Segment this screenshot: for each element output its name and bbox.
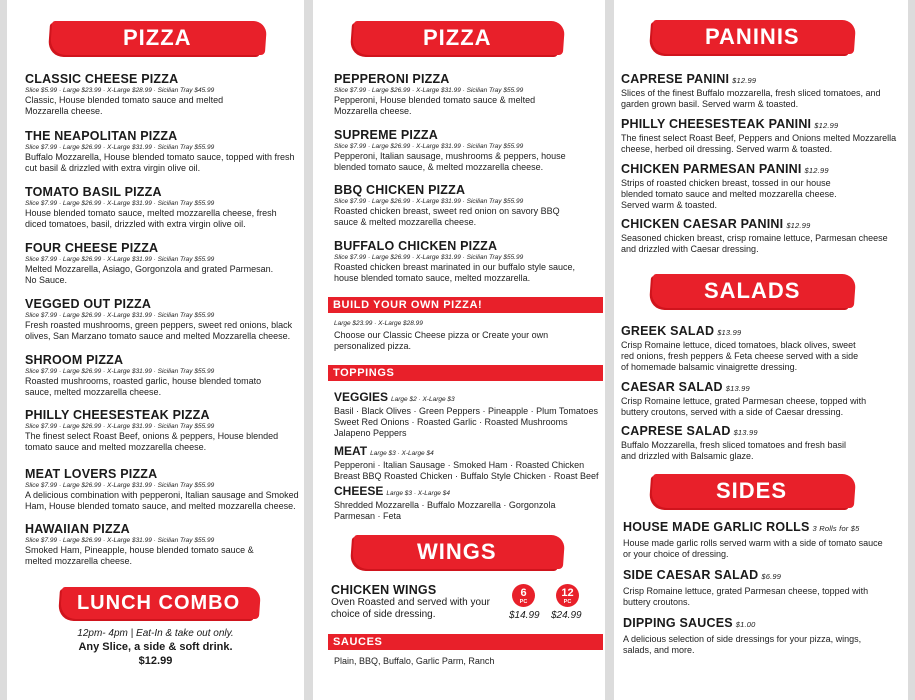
lunch-offer: Any Slice, a side & soft drink. — [78, 641, 233, 653]
wings-item — [331, 583, 501, 621]
item-price: $12.99 — [804, 166, 829, 175]
menu-item — [621, 424, 901, 462]
menu-item — [334, 72, 598, 117]
topping-group — [334, 442, 602, 482]
item-description: A delicious combination with pepperoni, Italian sausage and Smoked Ham, House blended tomato sauce, and melted mozzarella cheese. — [25, 490, 299, 511]
item-description: The finest select Roast Beef, Peppers and Onions melted Mozzarella cheese, herbed oil dressing. Served warm & toasted. — [621, 133, 897, 154]
item-name: GREEK SALAD — [621, 324, 715, 338]
item-description: Classic, House blended tomato sauce and melted Mozzarella cheese. — [25, 95, 224, 116]
menu-item — [25, 297, 297, 342]
menu-panel-pizza-2 — [313, 0, 605, 700]
item-prices: Slice $7.99 · Large $26.99 · X-Large $31.99 · Sicilian Tray $55.99 — [25, 537, 215, 544]
item-description: Roasted mushrooms, roasted garlic, house blended tomato sauce, melted mozzarella cheese. — [25, 376, 262, 397]
item-description: House made garlic rolls served warm with a side of tomato sauce or your choice of dressing. — [623, 538, 883, 559]
item-price: $6.99 — [761, 572, 782, 581]
item-description: Buffalo Mozzarella, House blended tomato sauce, topped with fresh cut basil & drizzled with extra virgin olive oil. — [25, 152, 295, 173]
topping-list: Pepperoni · Italian Sausage · Smoked Ham · Roasted Chicken Breast BBQ Roasted Chicken · Buffalo Style Chicken · Roast Beef — [334, 460, 599, 481]
lunch-combo-banner: LUNCH COMBO — [60, 587, 258, 619]
topping-list: Shredded Mozzarella · Buffalo Mozzarella · Gorgonzola Parmesan · Feta — [334, 500, 556, 521]
menu-item — [25, 467, 303, 512]
item-description: Smoked Ham, Pineapple, house blended tomato sauce & melted mozzarella cheese. — [25, 545, 254, 566]
item-name: TOMATO BASIL PIZZA — [25, 185, 162, 199]
item-description: Pepperoni, House blended tomato sauce & melted Mozzarella cheese. — [334, 95, 536, 116]
sides-banner: SIDES — [651, 474, 853, 508]
item-name: SUPREME PIZZA — [334, 128, 438, 142]
item-description: Roasted chicken breast marinated in our buffalo style sauce, house blended tomato sauce, melted mozzarella. — [334, 262, 575, 283]
item-name: CAPRESE PANINI — [621, 72, 730, 86]
item-prices: Slice $7.99 · Large $26.99 · X-Large $31.99 · Sicilian Tray $55.99 — [25, 200, 215, 207]
menu-panel-pizza-1 — [7, 0, 304, 700]
item-name: PEPPERONI PIZZA — [334, 72, 450, 86]
item-description: The finest select Roast Beef, onions & peppers, House blended tomato sauce and melted mozzarella cheese. — [25, 431, 279, 452]
build-your-own — [334, 319, 594, 352]
topping-group-name: CHEESE — [334, 484, 384, 498]
item-description: Buffalo Mozzarella, fresh sliced tomatoes and fresh basil and drizzled with Balsamic glaze. — [621, 440, 846, 461]
item-description: Slices of the finest Buffalo mozzarella, fresh sliced tomatoes, and garden grown basil. Served warm & toasted. — [621, 88, 881, 109]
menu-item — [621, 217, 901, 255]
item-prices: Slice $7.99 · Large $26.99 · X-Large $31.99 · Sicilian Tray $55.99 — [25, 144, 215, 151]
item-name: SHROOM PIZZA — [25, 353, 124, 367]
byo-prices: Large $23.99 · X-Large $28.99 — [334, 320, 423, 327]
paninis-banner: PANINIS — [651, 20, 853, 54]
item-description: Pepperoni, Italian sausage, mushrooms & peppers, house blended tomato sauce, & melted mozzarella cheese. — [334, 151, 566, 172]
item-prices: Slice $7.99 · Large $26.99 · X-Large $31.99 · Sicilian Tray $55.99 — [25, 423, 215, 430]
menu-item — [621, 162, 901, 211]
topping-group — [334, 482, 574, 522]
topping-list: Basil · Black Olives · Green Peppers · Pineapple · Plum Tomatoes Sweet Red Onions · Roasted Garlic · Roasted Mushrooms Jalapeno Peppers — [334, 406, 598, 438]
item-name: THE NEAPOLITAN PIZZA — [25, 129, 178, 143]
item-price: $13.99 — [733, 428, 758, 437]
toppings-header: TOPPINGS — [328, 365, 603, 381]
pizza-banner: PIZZA — [50, 21, 264, 55]
item-name: CHICKEN PARMESAN PANINI — [621, 162, 802, 176]
topping-group-name: MEAT — [334, 444, 368, 458]
menu-item — [25, 522, 297, 567]
menu-item — [623, 568, 903, 608]
item-name: HOUSE MADE GARLIC ROLLS — [623, 520, 810, 534]
item-prices: Slice $7.99 · Large $26.99 · X-Large $31.99 · Sicilian Tray $55.99 — [25, 256, 215, 263]
menu-item — [334, 239, 598, 284]
item-prices: Slice $7.99 · Large $26.99 · X-Large $31.99 · Sicilian Tray $55.99 — [334, 87, 524, 94]
lunch-hours: 12pm- 4pm | Eat-In & take out only. — [77, 628, 234, 639]
item-name: PHILLY CHEESESTEAK PIZZA — [25, 408, 210, 422]
menu-panel-paninis-salads-sides — [614, 0, 908, 700]
item-name: MEAT LOVERS PIZZA — [25, 467, 158, 481]
item-price: $12.99 — [786, 221, 811, 230]
item-price: $13.99 — [717, 328, 742, 337]
item-prices: Slice $7.99 · Large $26.99 · X-Large $31.99 · Sicilian Tray $55.99 — [25, 482, 215, 489]
wings-banner: WINGS — [352, 535, 562, 569]
topping-group — [334, 388, 602, 439]
item-name: CAPRESE SALAD — [621, 424, 731, 438]
item-description: Fresh roasted mushrooms, green peppers, sweet red onions, black olives, San Marzano tomato sauce and melted Mozzarella cheese. — [25, 320, 293, 341]
item-description: Melted Mozzarella, Asiago, Gorgonzola and grated Parmesan. No Sauce. — [25, 264, 274, 285]
wings-6pc-price: $14.99 — [509, 610, 540, 621]
item-name: DIPPING SAUCES — [623, 616, 733, 630]
item-name: PHILLY CHEESESTEAK PANINI — [621, 117, 812, 131]
item-name: CLASSIC CHEESE PIZZA — [25, 72, 179, 86]
item-prices: Slice $7.99 · Large $26.99 · X-Large $31.99 · Sicilian Tray $55.99 — [334, 254, 524, 261]
item-name: SIDE CAESAR SALAD — [623, 568, 759, 582]
item-name: CHICKEN CAESAR PANINI — [621, 217, 784, 231]
item-description: A delicious selection of side dressings for your pizza, wings, salads, and more. — [623, 634, 862, 655]
menu-item — [623, 520, 903, 560]
lunch-price: $12.99 — [138, 655, 173, 667]
topping-group-prices: Large $3 · X-Large $4 — [386, 490, 450, 497]
topping-group-name: VEGGIES — [334, 390, 389, 404]
item-price: $12.99 — [732, 76, 757, 85]
item-description: Seasoned chicken breast, crisp romaine lettuce, Parmesan cheese and drizzled with Caesar dressing. — [621, 233, 888, 254]
wings-6pc-badge: 6 PC — [512, 584, 535, 607]
wings-12pc-badge: 12 PC — [556, 584, 579, 607]
byo-description: Choose our Classic Cheese pizza or Create your own personalized pizza. — [334, 330, 549, 351]
item-name: HAWAIIAN PIZZA — [25, 522, 130, 536]
topping-group-prices: Large $2 · X-Large $3 — [391, 396, 455, 403]
lunch-combo-details — [7, 627, 304, 668]
item-price: 3 Rolls for $5 — [812, 524, 860, 533]
item-prices: Slice $7.99 · Large $26.99 · X-Large $31.99 · Sicilian Tray $55.99 — [334, 143, 524, 150]
item-description: Oven Roasted and served with your choice of side dressing. — [331, 597, 490, 620]
item-description: House blended tomato sauce, melted mozzarella cheese, fresh diced tomatoes, basil, drizzled with extra virgin olive oil. — [25, 208, 277, 229]
item-description: Crisp Romaine lettuce, diced tomatoes, black olives, sweet red onions, fresh peppers & Feta cheese served with a side of homemade balsamic vinaigrette dressing. — [621, 340, 859, 372]
sauces-list: Plain, BBQ, Buffalo, Garlic Parm, Ranch — [334, 656, 495, 666]
menu-item — [334, 128, 598, 173]
menu-item — [623, 616, 903, 656]
topping-group-prices: Large $3 · X-Large $4 — [370, 450, 434, 457]
item-price: $13.99 — [725, 384, 750, 393]
menu-item — [25, 408, 297, 453]
item-name: BUFFALO CHICKEN PIZZA — [334, 239, 498, 253]
item-name: CAESAR SALAD — [621, 380, 723, 394]
build-your-own-header: BUILD YOUR OWN PIZZA! — [328, 297, 603, 313]
wings-12pc-price: $24.99 — [551, 610, 582, 621]
item-description: Roasted chicken breast, sweet red onion on savory BBQ sauce & melted mozzarella cheese. — [334, 206, 560, 227]
menu-item — [621, 324, 901, 373]
menu-item — [621, 117, 901, 155]
menu-item — [25, 185, 297, 230]
item-price: $1.00 — [735, 620, 756, 629]
menu-item — [25, 241, 297, 286]
sauces-header: SAUCES — [328, 634, 603, 650]
salads-banner: SALADS — [651, 274, 853, 308]
item-prices: Slice $7.99 · Large $26.99 · X-Large $31.99 · Sicilian Tray $55.99 — [25, 368, 215, 375]
item-prices: Slice $7.99 · Large $26.99 · X-Large $31.99 · Sicilian Tray $55.99 — [334, 198, 524, 205]
item-name: CHICKEN WINGS — [331, 583, 437, 597]
item-prices: Slice $5.99 · Large $23.99 · X-Large $28.99 · Sicilian Tray $45.99 — [25, 87, 215, 94]
menu-item — [25, 353, 297, 398]
menu-item — [25, 72, 297, 117]
pizza-banner: PIZZA — [352, 21, 562, 55]
menu-item — [334, 183, 598, 228]
menu-item — [621, 380, 901, 418]
item-name: VEGGED OUT PIZZA — [25, 297, 152, 311]
item-price: $12.99 — [814, 121, 839, 130]
item-name: BBQ CHICKEN PIZZA — [334, 183, 466, 197]
item-description: Crisp Romaine lettuce, grated Parmesan cheese, topped with buttery croutons. — [623, 586, 869, 607]
item-description: Crisp Romaine lettuce, grated Parmesan cheese, topped with buttery croutons, served with a side of Caesar dressing. — [621, 396, 867, 417]
item-description: Strips of roasted chicken breast, tossed in our house blended tomato sauce and melted mozzarella cheese. Served warm & toasted. — [621, 178, 837, 210]
menu-item — [25, 129, 297, 174]
item-name: FOUR CHEESE PIZZA — [25, 241, 159, 255]
item-prices: Slice $7.99 · Large $26.99 · X-Large $31.99 · Sicilian Tray $55.99 — [25, 312, 215, 319]
menu-item — [621, 72, 901, 110]
